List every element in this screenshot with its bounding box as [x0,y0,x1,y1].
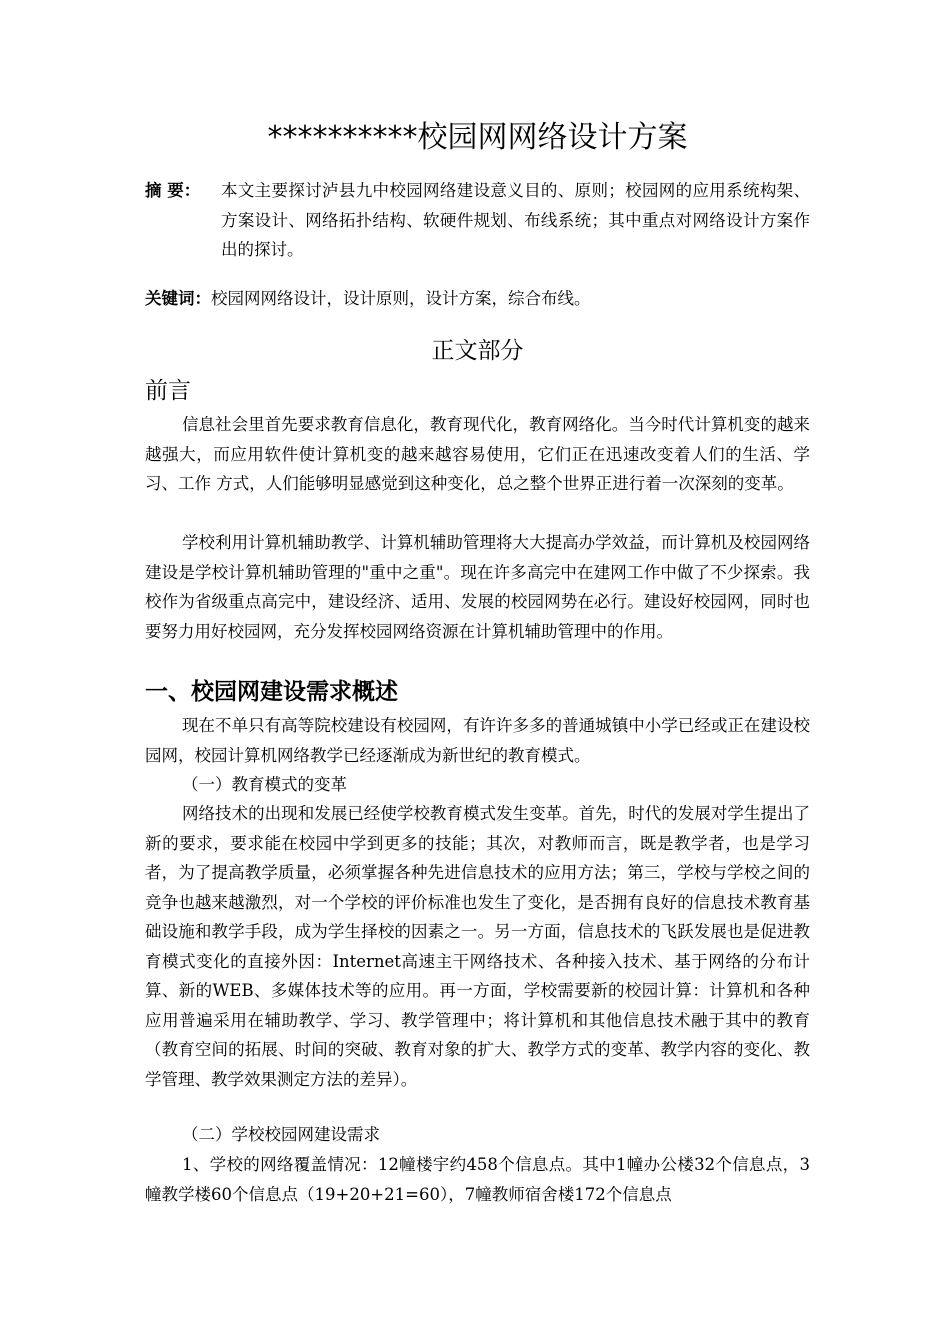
section1-heading: 一、校园网建设需求概述 [145,679,398,705]
keywords-block [145,284,810,314]
subsection2-heading: （二）学校校园网建设需求 [182,1125,380,1144]
abstract-text: 本文主要探讨泸县九中校园网络建设意义目的、原则；校园网的应用系统构架、方案设计、网络拓扑结构、软硬件规划、布线系统；其中重点对网络设计方案作出的探讨。 [221,181,810,259]
body-heading: 正文部分 [431,338,524,364]
subsection1-heading: （一）教育模式的变革 [182,775,347,794]
keywords-label: 关键词： [145,289,211,308]
subsection1-paragraph-1: 网络技术的出现和发展已经使学校教育模式发生变革。首先，时代的发展对学生提出了新的要求，要求能在校园中学到更多的技能；其次，对教师而言，既是教学者，也是学习者，为了提高教学质量，必须掌握各种先进信息技术的应用方法；第三，学校与学校之间的竞争也越来越激烈，对一个学校的评价标准也发生了变化，是否拥有良好的信息技术教育基础设施和教学手段，成为学生择校的因素之一。另一方面，信息技术的飞跃发展也是促进教育模式变化的直接外因：Internet高速主干网络技术、各种接入技术、基于网络的分布计算、新的WEB、多媒体技术等的应用。再一方面，学校需要新的校园计算：计算机和各种应用普遍采用在辅助教学、学习、教学管理中；将计算机和其他信息技术融于其中的教育（教育空间的拓展、时间的突破、教育对象的扩大、教学方式的变革、教学内容的变化、教学管理、教学效果测定方法的差异）。 [145,804,810,1089]
section1-paragraph-1: 现在不单只有高等院校建设有校园网，有许许多多的普通城镇中小学已经或正在建设校园网，校园计算机网络教学已经逐渐成为新世纪的教育模式。 [145,716,810,765]
preface-paragraph-1: 信息社会里首先要求教育信息化，教育现代化，教育网络化。当今时代计算机变的越来越强大，而应用软件使计算机变的越来越容易使用，它们正在迅速改变着人们的生活、学习、工作 方式，人们能够明显感觉到这种变化，总之整个世界正进行着一次深刻的变革。 [145,415,810,493]
document-title: **********校园网网络设计方案 [267,120,688,155]
preface-paragraph-2: 学校利用计算机辅助教学、计算机辅助管理将大大提高办学效益，而计算机及校园网络建设是学校计算机辅助管理的"重中之重"。现在许多高完中在建网工作中做了不少探索。我校作为省级重点高完中，建设经济、适用、发展的校园网势在必行。建设好校园网，同时也要努力用好校园网，充分发挥校园网络资源在计算机辅助管理中的作用。 [145,533,810,641]
keywords-text: 校园网网络设计，设计原则，设计方案，综合布线。 [211,289,591,308]
abstract-label: 摘 要： [145,181,201,200]
preface-heading: 前言 [145,378,191,404]
subsection2-paragraph-1: 1、学校的网络覆盖情况：12幢楼宇约458个信息点。其中1幢办公楼32个信息点，3幢教学楼60个信息点（19+20+21=60），7幢教师宿舍楼172个信息点 [145,1155,810,1204]
abstract-block [145,176,810,265]
